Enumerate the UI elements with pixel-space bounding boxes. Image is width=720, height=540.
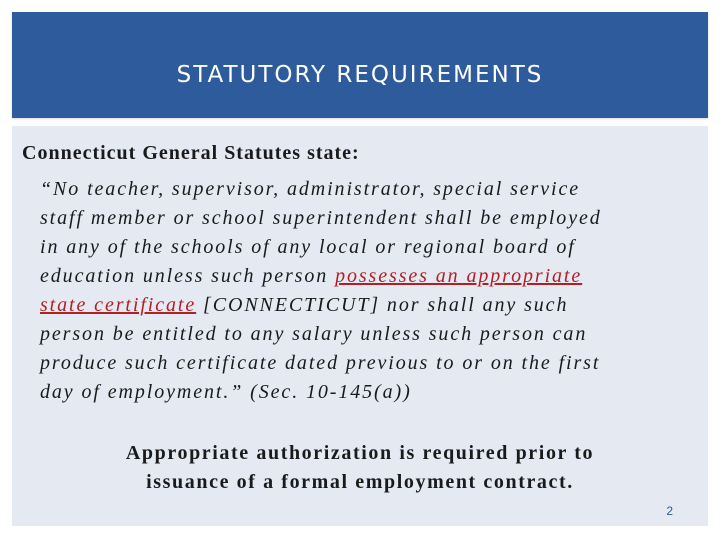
highlighted-phrase: state certificate bbox=[40, 294, 197, 316]
conclusion-line-2: issuance of a formal employment contract. bbox=[146, 471, 574, 493]
quote-line-6: person be entitled to any salary unless such person can bbox=[40, 323, 588, 345]
slide-title: STATUTORY REQUIREMENTS bbox=[176, 62, 544, 88]
quote-line-3: in any of the schools of any local or regional board of bbox=[40, 236, 576, 258]
quote-line-4 bbox=[40, 262, 582, 291]
quote-line-1: “No teacher, supervisor, administrator, special service bbox=[40, 178, 581, 200]
intro-text: Connecticut General Statutes state: bbox=[22, 142, 360, 164]
quote-text: education unless such person bbox=[40, 265, 336, 287]
title-band bbox=[12, 12, 708, 118]
highlighted-phrase: possesses an appropriate bbox=[335, 265, 583, 287]
quote-line-7: produce such certificate dated previous to or on the first bbox=[40, 352, 601, 374]
quote-line-2: staff member or school superintendent shall be employed bbox=[40, 207, 602, 229]
page-number: 2 bbox=[666, 504, 673, 518]
quote-line-8: day of employment.” (Sec. 10-145(a)) bbox=[40, 381, 412, 403]
quote-line-5 bbox=[40, 291, 568, 320]
conclusion-line-1: Appropriate authorization is required prior to bbox=[125, 442, 595, 464]
quote-text: [CONNECTICUT] nor shall any such bbox=[196, 294, 569, 316]
